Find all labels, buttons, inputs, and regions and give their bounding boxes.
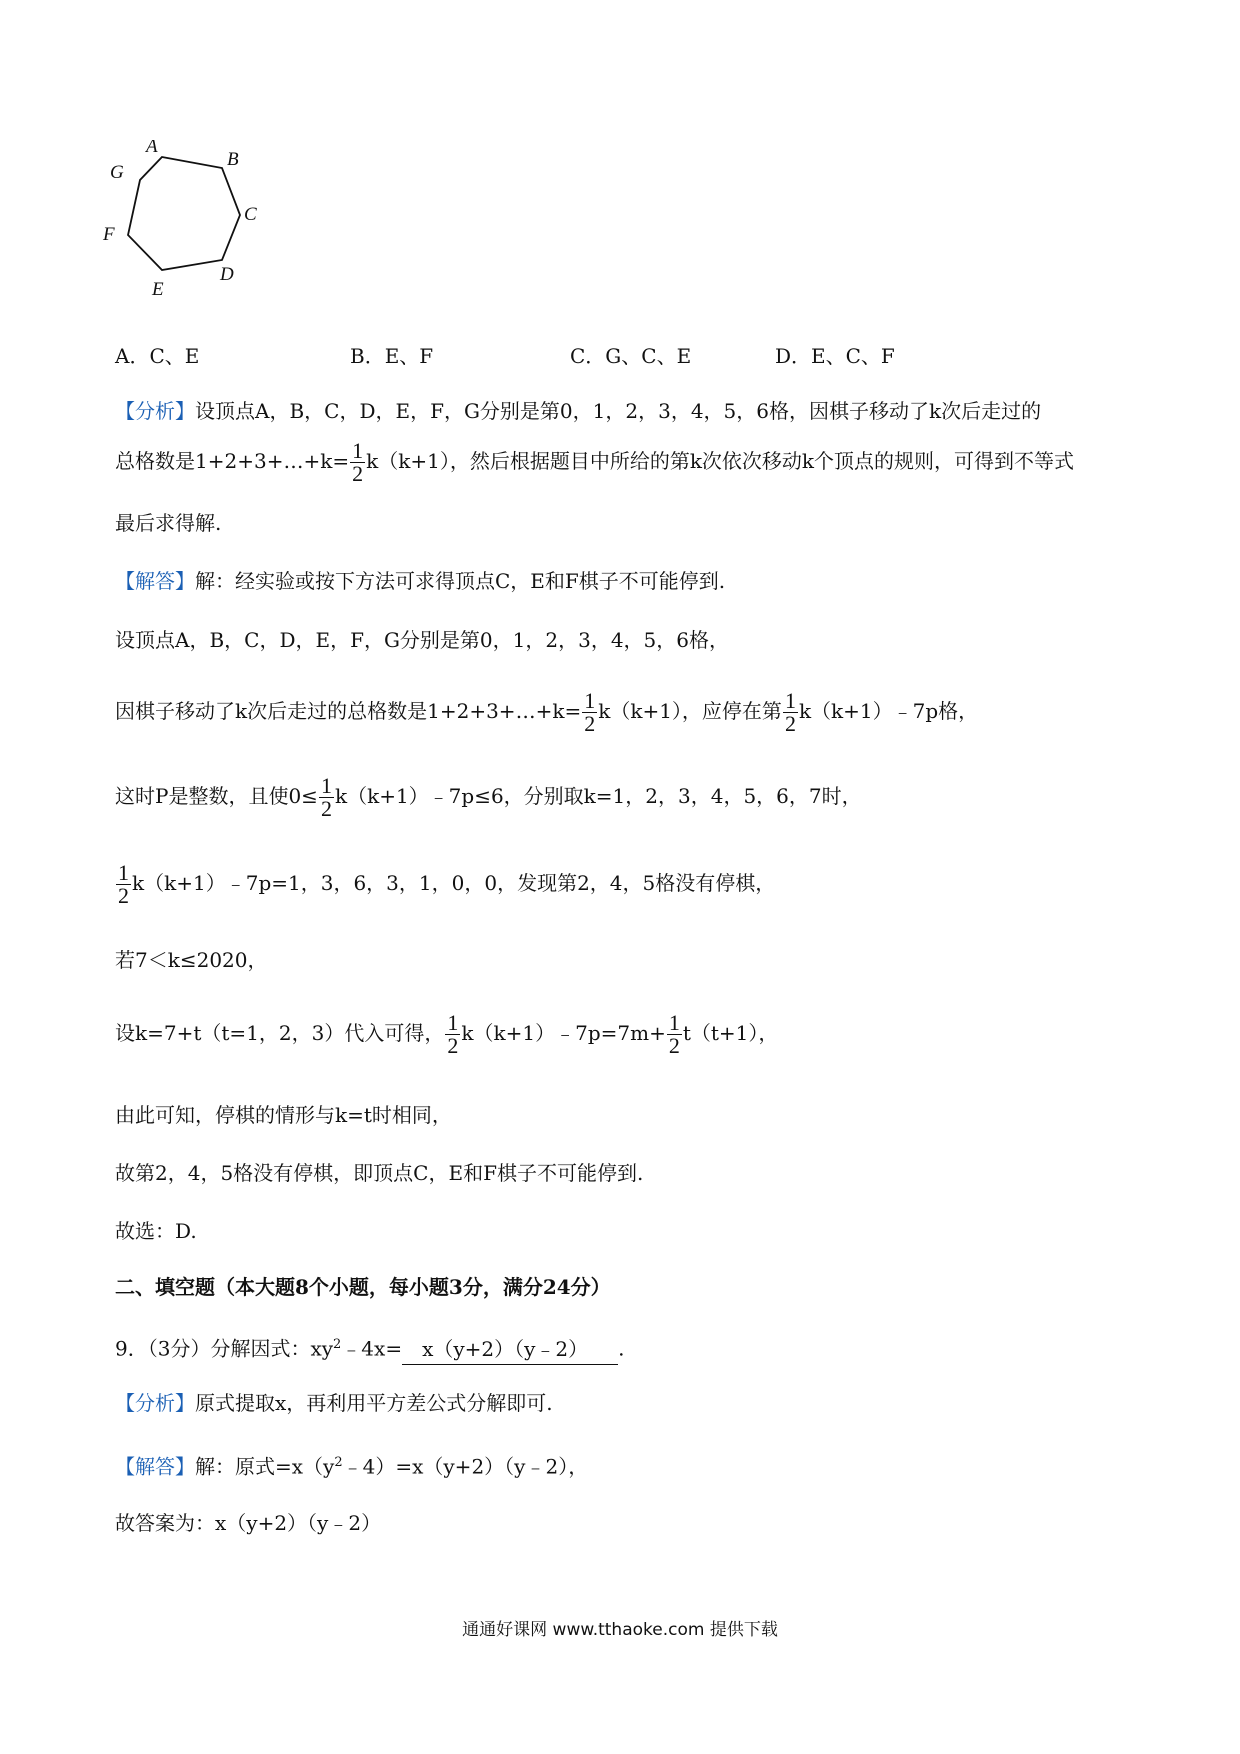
q9-analysis-text: 原式提取x，再利用平方差公式分解即可. bbox=[195, 1391, 553, 1415]
analysis-line-1 bbox=[115, 396, 1041, 426]
heptagon-shape bbox=[128, 157, 240, 270]
answer-line-1 bbox=[115, 566, 725, 596]
question-9-stem bbox=[115, 1330, 625, 1365]
vertex-label-g: G bbox=[110, 162, 124, 183]
fraction-half: $\frac{1}{2}$ bbox=[584, 688, 596, 736]
q9-answer-b: ﹣4）=x（y+2）（y﹣2）， bbox=[342, 1454, 589, 1479]
vertex-label-e: E bbox=[152, 279, 164, 300]
fraction-half: $\frac{1}{2}$ bbox=[118, 860, 129, 908]
q9-stem-b: ﹣4x= bbox=[341, 1336, 403, 1361]
answer-text-5: k（k+1）﹣7p=1，3，6，3，1，0，0，发现第2，4，5格没有停棋， bbox=[132, 871, 776, 895]
option-d: D．E、C、F bbox=[775, 344, 895, 368]
answer-text-4b: k（k+1）﹣7p≤6，分别取k=1，2，3，4，5，6，7时， bbox=[334, 784, 862, 808]
answer-text-3b: k（k+1），应停在第 bbox=[598, 699, 782, 723]
q9-answer-a: 解：原式=x（y bbox=[195, 1454, 335, 1479]
answer-line-9: 故第2，4，5格没有停棋，即顶点C，E和F棋子不可能停到. bbox=[115, 1161, 644, 1185]
q9-sup: 2 bbox=[333, 1337, 342, 1352]
analysis-text-2a: 总格数是1+2+3+…+k= bbox=[115, 449, 350, 473]
analysis-line-2 bbox=[115, 440, 1074, 485]
page-footer: 通通好课网 www.tthaoke.com 提供下载 bbox=[462, 1620, 778, 1640]
answer-text-1: 解：经实验或按下方法可求得顶点C，E和F棋子不可能停到. bbox=[195, 569, 726, 593]
vertex-label-b: B bbox=[227, 149, 239, 170]
heptagon-figure bbox=[100, 140, 300, 310]
answer-text-7c: t（t+1）， bbox=[682, 1021, 779, 1045]
option-b: B．E、F bbox=[350, 344, 434, 368]
fraction-half: $\frac{1}{2}$ bbox=[668, 1010, 680, 1058]
answer-line-7 bbox=[115, 1012, 778, 1057]
answer-text-3a: 因棋子移动了k次后走过的总格数是1+2+3+…+k= bbox=[115, 699, 582, 723]
analysis-text-2b: k（k+1），然后根据题目中所给的第k次依次移动k个顶点的规则，可得到不等式 bbox=[366, 449, 1075, 473]
fraction-half: $\frac{1}{2}$ bbox=[352, 438, 364, 486]
fraction-half: $\frac{1}{2}$ bbox=[447, 1010, 459, 1058]
vertex-label-f: F bbox=[103, 224, 115, 245]
answer-line-2: 设顶点A，B，C，D，E，F，G分别是第0，1，2，3，4，5，6格， bbox=[115, 628, 730, 652]
answer-tag: 【解答】 bbox=[115, 569, 195, 593]
answer-blank: x（y+2）（y﹣2） bbox=[402, 1334, 618, 1365]
analysis-tag: 【分析】 bbox=[115, 399, 195, 423]
q9-stem-a: 9．（3分）分解因式：xy bbox=[115, 1336, 334, 1361]
answer-line-4 bbox=[115, 775, 862, 820]
answer-text-4a: 这时P是整数，且使0≤ bbox=[115, 784, 318, 808]
q9-analysis-line bbox=[115, 1388, 553, 1418]
q9-answer-tag: 【解答】 bbox=[115, 1454, 195, 1479]
q9-answer-sup: 2 bbox=[334, 1455, 343, 1470]
q9-final-answer: 故答案为：x（y+2）（y﹣2） bbox=[115, 1511, 382, 1535]
analysis-line-3: 最后求得解. bbox=[115, 511, 222, 535]
fraction-half: $\frac{1}{2}$ bbox=[784, 688, 796, 736]
answer-line-10: 故选：D. bbox=[115, 1219, 197, 1243]
q9-analysis-tag: 【分析】 bbox=[115, 1391, 195, 1415]
q9-answer-line bbox=[115, 1448, 588, 1482]
answer-text-7b: k（k+1）﹣7p=7m+ bbox=[461, 1021, 666, 1045]
analysis-text-1: 设顶点A，B，C，D，E，F，G分别是第0，1，2，3，4，5，6格，因棋子移动了k次后走过的 bbox=[195, 399, 1042, 423]
answer-line-8: 由此可知，停棋的情形与k=t时相同， bbox=[115, 1103, 452, 1127]
answer-text-7a: 设k=7+t（t=1，2，3）代入可得， bbox=[115, 1021, 445, 1045]
answer-line-3 bbox=[115, 690, 978, 735]
option-c: C．G、C、E bbox=[570, 344, 692, 368]
vertex-label-d: D bbox=[220, 264, 234, 285]
answer-line-5 bbox=[115, 862, 775, 907]
answer-text-3c: k（k+1）﹣7p格， bbox=[798, 699, 979, 723]
vertex-label-c: C bbox=[244, 204, 257, 225]
answer-line-6: 若7＜k≤2020， bbox=[115, 948, 268, 972]
section-heading: 二、填空题（本大题8个小题，每小题3分，满分24分） bbox=[115, 1275, 611, 1299]
q9-stem-end: . bbox=[618, 1336, 625, 1361]
vertex-label-a: A bbox=[146, 140, 158, 157]
option-a: A．C、E bbox=[115, 344, 200, 368]
fraction-half: $\frac{1}{2}$ bbox=[320, 773, 332, 821]
